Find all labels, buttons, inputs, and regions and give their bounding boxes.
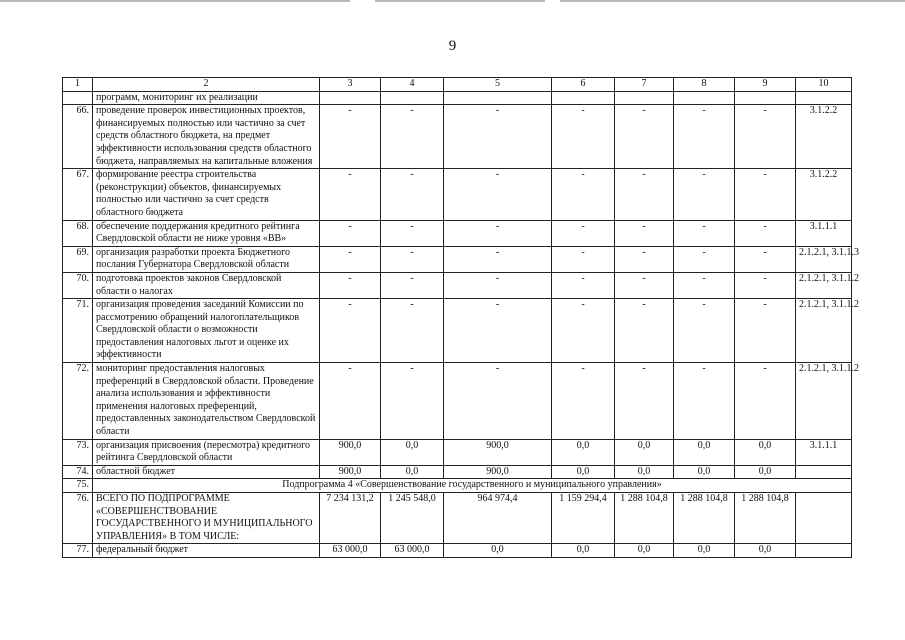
value-cell: -	[552, 220, 615, 246]
row-description: мониторинг предоставления налоговых преференций в Свердловской области. Проведение анализа использования и эффективности применения налоговых преференций, предоставленных законодательством Свердловской области	[93, 363, 320, 440]
value-cell: -	[320, 272, 381, 298]
value-cell: 964 974,4	[444, 493, 552, 544]
header-cell: 7	[615, 78, 674, 92]
value-cell: 0,0	[674, 544, 735, 558]
value-cell: 900,0	[320, 465, 381, 479]
value-cell: -	[615, 105, 674, 169]
value-cell: 0,0	[615, 439, 674, 465]
value-cell: -	[735, 363, 796, 440]
subprogram-row	[63, 479, 852, 493]
value-cell: -	[615, 272, 674, 298]
value-cell: -	[674, 105, 735, 169]
row-description: организация проведения заседаний Комиссии по рассмотрению обращений налогоплательщиков Свердловской области о возможности предоставления налоговых льгот и оценке их эффективности	[93, 299, 320, 363]
target-code: 2.1.2.1, 3.1.1.2	[796, 272, 852, 298]
value-cell: -	[320, 246, 381, 272]
total-row	[63, 493, 852, 544]
row-number: 77.	[63, 544, 93, 558]
continuation-row	[63, 91, 852, 105]
value-cell: 1 159 294,4	[552, 493, 615, 544]
row-number: 69.	[63, 246, 93, 272]
value-cell: 0,0	[615, 465, 674, 479]
value-cell: 1 288 104,8	[615, 493, 674, 544]
value-cell: -	[552, 363, 615, 440]
row-description: обеспечение поддержания кредитного рейтинга Свердловской области не ниже уровня «ВВ»	[93, 220, 320, 246]
target-code	[796, 465, 852, 479]
value-cell: -	[552, 299, 615, 363]
value-cell: -	[674, 299, 735, 363]
table-row	[63, 439, 852, 465]
value-cell: 1 288 104,8	[674, 493, 735, 544]
row-description: организация присвоения (пересмотра) кредитного рейтинга Свердловской области	[93, 439, 320, 465]
value-cell: 0,0	[674, 439, 735, 465]
row-number: 67.	[63, 169, 93, 220]
value-cell: -	[735, 246, 796, 272]
value-cell: -	[444, 169, 552, 220]
target-code: 2.1.2.1, 3.1.1.3	[796, 246, 852, 272]
header-cell: 1	[63, 78, 93, 92]
table-row	[63, 272, 852, 298]
value-cell: -	[615, 299, 674, 363]
value-cell: 900,0	[444, 465, 552, 479]
header-cell: 9	[735, 78, 796, 92]
continuation-text: программ, мониторинг их реализации	[93, 91, 320, 105]
value-cell: -	[615, 220, 674, 246]
value-cell: -	[320, 105, 381, 169]
value-cell: -	[444, 246, 552, 272]
value-cell: 0,0	[552, 439, 615, 465]
value-cell: -	[320, 169, 381, 220]
header-cell: 8	[674, 78, 735, 92]
value-cell: -	[381, 246, 444, 272]
header-cell: 6	[552, 78, 615, 92]
table-row	[63, 465, 852, 479]
value-cell: 0,0	[444, 544, 552, 558]
row-description: проведение проверок инвестиционных проектов, финансируемых полностью или частично за счет средств областного бюджета, на предмет эффективности использования средств областного бюджета, направляемых на капитальные вложения	[93, 105, 320, 169]
value-cell: 0,0	[552, 465, 615, 479]
value-cell: -	[444, 363, 552, 440]
value-cell: 0,0	[552, 544, 615, 558]
value-cell: 900,0	[444, 439, 552, 465]
value-cell: 0,0	[381, 465, 444, 479]
value-cell: -	[320, 220, 381, 246]
value-cell: -	[320, 363, 381, 440]
value-cell: -	[735, 220, 796, 246]
top-edge-line-left	[0, 0, 350, 2]
target-code: 2.1.2.1, 3.1.1.2	[796, 299, 852, 363]
target-code	[796, 544, 852, 558]
value-cell: -	[674, 169, 735, 220]
row-number: 75.	[63, 479, 93, 493]
header-cell: 4	[381, 78, 444, 92]
value-cell: -	[615, 246, 674, 272]
value-cell: -	[674, 272, 735, 298]
row-description: федеральный бюджет	[93, 544, 320, 558]
value-cell: 0,0	[674, 465, 735, 479]
target-code	[796, 493, 852, 544]
value-cell: 63 000,0	[320, 544, 381, 558]
top-edge-line-mid	[375, 0, 545, 2]
empty-cell	[552, 91, 615, 105]
row-description: формирование реестра строительства (реконструкции) объектов, финансируемых полностью или частично за счет средств областного бюджета	[93, 169, 320, 220]
value-cell: -	[735, 105, 796, 169]
row-number: 76.	[63, 493, 93, 544]
empty-cell	[444, 91, 552, 105]
empty-cell	[796, 91, 852, 105]
row-number: 66.	[63, 105, 93, 169]
table-body	[63, 78, 859, 558]
value-cell: -	[552, 105, 615, 169]
table-row	[63, 363, 852, 440]
row-number	[63, 91, 93, 105]
value-cell: -	[735, 169, 796, 220]
subprogram-title: Подпрограмма 4 «Совершенствование государственного и муниципального управления»	[93, 479, 852, 493]
row-description: организация разработки проекта Бюджетного послания Губернатора Свердловской области	[93, 246, 320, 272]
page-number: 9	[448, 38, 457, 54]
row-number: 70.	[63, 272, 93, 298]
value-cell: -	[615, 363, 674, 440]
value-cell: 1 288 104,8	[735, 493, 796, 544]
value-cell: 7 234 131,2	[320, 493, 381, 544]
value-cell: -	[381, 363, 444, 440]
value-cell: -	[735, 299, 796, 363]
empty-cell	[320, 91, 381, 105]
value-cell: -	[674, 220, 735, 246]
value-cell: -	[444, 220, 552, 246]
table-row	[63, 105, 852, 169]
row-description: областной бюджет	[93, 465, 320, 479]
value-cell: -	[320, 299, 381, 363]
value-cell: 0,0	[735, 439, 796, 465]
row-number: 73.	[63, 439, 93, 465]
target-code: 3.1.1.1	[796, 220, 852, 246]
value-cell: -	[381, 272, 444, 298]
value-cell: 0,0	[735, 465, 796, 479]
budget-table	[62, 77, 859, 558]
table-row	[63, 220, 852, 246]
header-cell: 5	[444, 78, 552, 92]
table-row	[63, 169, 852, 220]
value-cell: -	[615, 169, 674, 220]
empty-cell	[381, 91, 444, 105]
top-edge-line-right	[560, 0, 905, 2]
header-cell: 2	[93, 78, 320, 92]
target-code: 2.1.2.1, 3.1.1.2	[796, 363, 852, 440]
value-cell: 0,0	[615, 544, 674, 558]
value-cell: -	[381, 105, 444, 169]
value-cell: -	[552, 246, 615, 272]
value-cell: -	[444, 299, 552, 363]
value-cell: -	[381, 299, 444, 363]
value-cell: 0,0	[735, 544, 796, 558]
table-row	[63, 246, 852, 272]
value-cell: -	[674, 246, 735, 272]
row-number: 71.	[63, 299, 93, 363]
row-number: 72.	[63, 363, 93, 440]
empty-cell	[735, 91, 796, 105]
empty-cell	[674, 91, 735, 105]
row-description: подготовка проектов законов Свердловской области о налогах	[93, 272, 320, 298]
header-row	[63, 78, 852, 92]
target-code: 3.1.1.1	[796, 439, 852, 465]
value-cell: -	[735, 272, 796, 298]
row-number: 74.	[63, 465, 93, 479]
value-cell: 900,0	[320, 439, 381, 465]
header-cell: 10	[796, 78, 852, 92]
value-cell: -	[444, 272, 552, 298]
row-description: ВСЕГО ПО ПОДПРОГРАММЕ «СОВЕРШЕНСТВОВАНИЕ ГОСУДАРСТВЕННОГО И МУНИЦИПАЛЬНОГО УПРАВЛЕНИЯ» В ТОМ ЧИСЛЕ:	[93, 493, 320, 544]
value-cell: -	[674, 363, 735, 440]
value-cell: -	[381, 220, 444, 246]
table-row	[63, 544, 852, 558]
table-row	[63, 299, 852, 363]
value-cell: 63 000,0	[381, 544, 444, 558]
value-cell: -	[552, 272, 615, 298]
target-code: 3.1.2.2	[796, 105, 852, 169]
target-code: 3.1.2.2	[796, 169, 852, 220]
header-cell: 3	[320, 78, 381, 92]
row-number: 68.	[63, 220, 93, 246]
empty-cell	[615, 91, 674, 105]
value-cell: -	[444, 105, 552, 169]
value-cell: 0,0	[381, 439, 444, 465]
value-cell: -	[552, 169, 615, 220]
value-cell: -	[381, 169, 444, 220]
value-cell: 1 245 548,0	[381, 493, 444, 544]
